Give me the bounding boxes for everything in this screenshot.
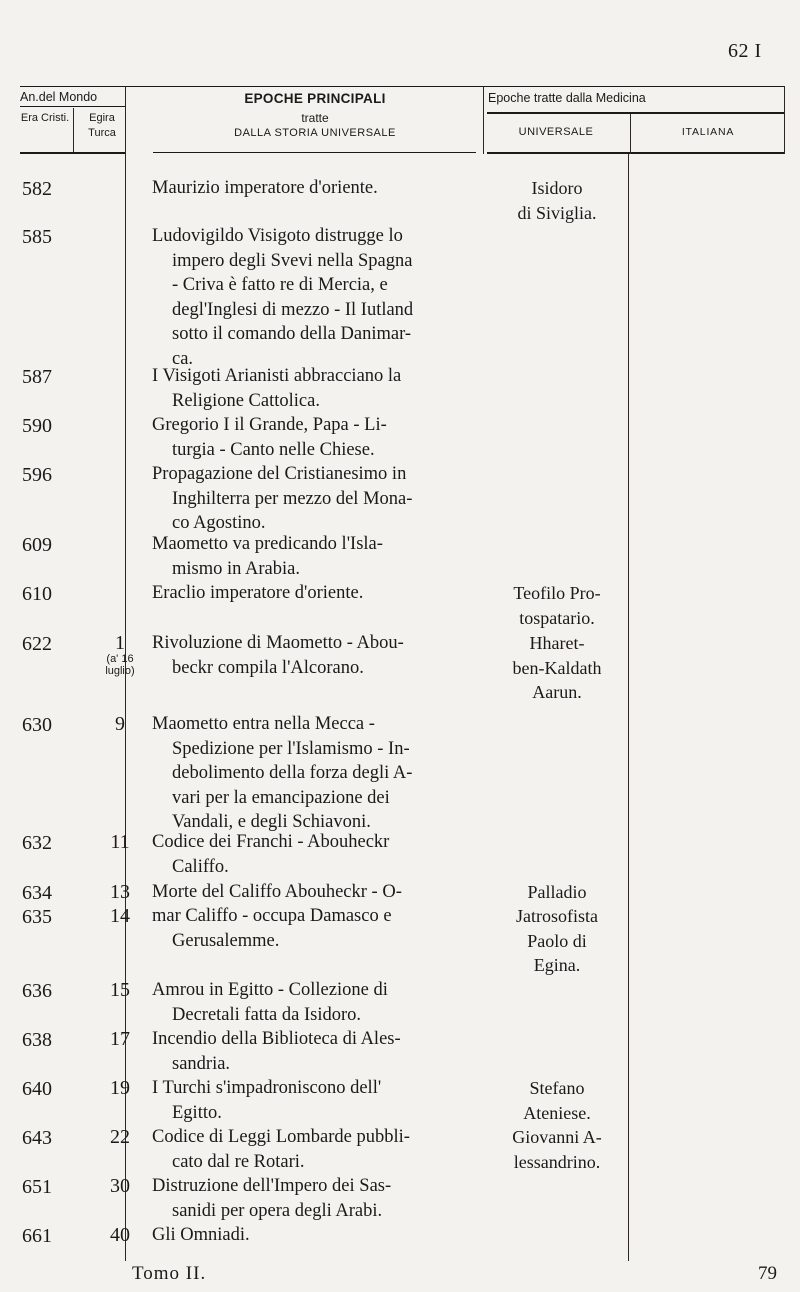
year-cell: 585 xyxy=(22,226,52,248)
header-bottom-rule-left xyxy=(20,152,125,154)
hijra-cell: 22 xyxy=(110,1126,130,1148)
divider-era-inner xyxy=(73,108,74,152)
event-cell: Amrou in Egitto - Collezione di Decretali fatta da Isidoro. xyxy=(152,980,388,1025)
hijra-cell: 15 xyxy=(110,979,130,1001)
hijra-cell: 9 xyxy=(115,713,125,735)
year-cell: 635 xyxy=(22,906,52,928)
medicine-cell: Palladio xyxy=(527,882,587,902)
year-cell: 661 xyxy=(22,1225,52,1247)
header-top-rule xyxy=(20,86,785,87)
hijra-cell: 19 xyxy=(110,1077,130,1099)
header-bottom-rule-right xyxy=(487,152,784,154)
event-cell: Codice di Leggi Lombarde pubbli- cato dal re Rotari. xyxy=(152,1127,410,1172)
medicine-cell: Teofilo Pro- tospatario. xyxy=(513,583,601,628)
year-cell: 609 xyxy=(22,534,52,556)
event-cell: Gregorio I il Grande, Papa - Li- turgia - Canto nelle Chiese. xyxy=(152,415,387,460)
hijra-header: Egira Turca xyxy=(88,112,116,139)
year-cell: 582 xyxy=(22,178,52,200)
hijra-cell: 40 xyxy=(110,1224,130,1246)
medicine-cell: Giovanni A- lessandrino. xyxy=(512,1127,602,1172)
event-cell: Eraclio imperatore d'oriente. xyxy=(152,583,364,603)
event-cell: mar Califfo - occupa Damasco e Gerusalemme. xyxy=(152,906,392,951)
medicine-cell: Jatrosofista Paolo di Egina. xyxy=(516,906,598,975)
event-cell: Incendio della Biblioteca di Ales- sandria. xyxy=(152,1029,401,1074)
year-cell: 587 xyxy=(22,366,52,388)
medicine-title: Epoche tratte dalla Medicina xyxy=(488,91,646,105)
era-christi-header: Era Cristi. xyxy=(20,112,70,124)
medicine-italian-header: ITALIANA xyxy=(681,126,735,138)
volume-label: Tomo II. xyxy=(132,1263,207,1284)
divider-medicine-inner xyxy=(628,154,629,1261)
event-cell: Morte del Califfo Abouheckr - O- xyxy=(152,882,402,902)
epochs-title: EPOCHE PRINCIPALI xyxy=(244,91,386,106)
medicine-universal-header: UNIVERSALE xyxy=(518,126,594,138)
hijra-cell: 14 xyxy=(110,905,130,927)
hijra-cell: 1 (a' 16 luglio) xyxy=(105,632,135,677)
divider-page-right xyxy=(784,86,785,154)
page-number: 62 I xyxy=(728,40,762,62)
event-cell: I Turchi s'impadroniscono dell' Egitto. xyxy=(152,1078,382,1123)
year-cell: 638 xyxy=(22,1029,52,1051)
epochs-subtitle-2: DALLA STORIA UNIVERSALE xyxy=(234,127,396,139)
event-cell: Codice dei Franchi - Abouheckr Califfo. xyxy=(152,832,390,877)
event-cell: Propagazione del Cristianesimo in Inghilterra per mezzo del Mona- co Agostino. xyxy=(152,464,413,533)
divider-events-medicine xyxy=(483,86,484,154)
year-cell: 610 xyxy=(22,583,52,605)
header-mid-rule-right xyxy=(487,112,784,114)
hijra-cell: 13 xyxy=(110,881,130,903)
event-cell: I Visigoti Arianisti abbracciano la Religione Cattolica. xyxy=(152,366,402,411)
year-cell: 590 xyxy=(22,415,52,437)
epochs-subtitle-1: tratte xyxy=(301,111,329,125)
event-cell: Ludovigildo Visigoto distrugge lo impero degli Svevi nella Spagna - Criva è fatto re di Mercia, e degl'Inglesi di mezzo - Il Iutland sotto il comando della Danimar- ca. xyxy=(152,226,414,369)
medicine-cell: Hharet- ben-Kaldath Aarun. xyxy=(512,633,602,702)
year-cell: 630 xyxy=(22,714,52,736)
hijra-cell: 30 xyxy=(110,1175,130,1197)
event-cell: Rivoluzione di Maometto - Abou- beckr compila l'Alcorano. xyxy=(152,633,404,678)
hijra-cell: 17 xyxy=(110,1028,130,1050)
signature-mark: 79 xyxy=(758,1263,777,1284)
year-cell: 643 xyxy=(22,1127,52,1149)
event-cell: Distruzione dell'Impero dei Sas- sanidi per opera degli Arabi. xyxy=(152,1176,392,1221)
event-cell: Gli Omniadi. xyxy=(152,1225,250,1245)
year-cell: 651 xyxy=(22,1176,52,1198)
hijra-cell: 11 xyxy=(110,831,130,853)
year-cell: 596 xyxy=(22,464,52,486)
divider-medicine-inner-header xyxy=(630,114,631,154)
year-cell: 622 xyxy=(22,633,52,655)
year-cell: 632 xyxy=(22,832,52,854)
event-cell: Maurizio imperatore d'oriente. xyxy=(152,178,378,198)
medicine-cell: Stefano Ateniese. xyxy=(523,1078,591,1123)
event-cell: Maometto entra nella Mecca - Spedizione per l'Islamismo - In- debolimento della forza degli A- vari per la emancipazione dei Vandali, e degli Schiavoni. xyxy=(152,714,413,832)
event-cell: Maometto va predicando l'Isla- mismo in Arabia. xyxy=(152,534,383,579)
year-cell: 636 xyxy=(22,980,52,1002)
header-mid-rule-left xyxy=(20,106,125,107)
header-bottom-rule-center xyxy=(153,152,476,153)
year-cell: 640 xyxy=(22,1078,52,1100)
era-group-header: An.del Mondo xyxy=(20,90,98,104)
year-cell: 634 xyxy=(22,882,52,904)
medicine-cell: Isidoro di Siviglia. xyxy=(517,178,597,223)
